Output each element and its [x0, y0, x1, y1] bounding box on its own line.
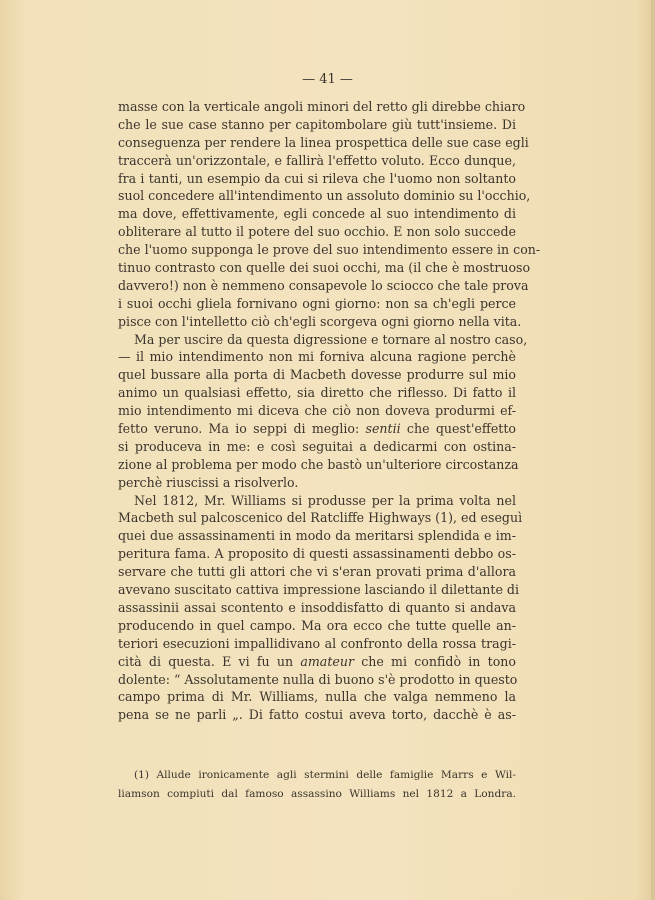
text-line	[118, 152, 516, 170]
text-segment: che quest'effetto	[400, 421, 516, 437]
text-line	[118, 617, 516, 635]
text-segment: quei due assassinamenti in modo da meritarsi splendida e im-	[118, 528, 516, 544]
text-segment: i suoi occhi gliela fornivano ogni giorno: non sa ch'egli perce	[118, 295, 516, 311]
text-line	[118, 98, 526, 116]
text-line	[118, 366, 516, 384]
text-segment: quel bussare alla porta di Macbeth dovesse produrre sul mio	[118, 367, 516, 383]
text-segment: avevano suscitato cattiva impressione lasciando il dilettante di	[118, 582, 519, 598]
text-segment: masse con la verticale angoli minori del retto gli direbbe chiaro	[118, 99, 526, 114]
text-segment: conseguenza per rendere la linea prospettica delle sue case egli	[118, 134, 529, 150]
text-segment: suol concedere all'intendimento un assoluto dominio su l'occhio,	[118, 188, 531, 204]
text-segment: perchè riuscissi a risolverlo.	[118, 474, 299, 490]
text-line	[118, 527, 516, 545]
text-segment: teriori esecuzioni impallidivano al confronto della rossa tragi-	[118, 635, 516, 651]
text-line	[118, 223, 516, 241]
text-line	[118, 295, 516, 313]
text-line	[118, 384, 516, 402]
text-line	[118, 277, 529, 295]
text-line	[118, 420, 516, 438]
text-line	[118, 116, 516, 134]
text-segment: animo un qualsiasi effetto, sia diretto che riflesso. Di fatto il	[118, 385, 516, 401]
text-segment: servare che tutti gli attori che vi s'eran provati prima d'allora	[118, 564, 516, 580]
text-line	[118, 187, 531, 205]
text-line	[118, 134, 529, 152]
text-segment: Macbeth sul palcoscenico del Ratcliffe Highways (1), ed eseguì	[118, 510, 523, 526]
text-segment: fetto veruno. Ma io seppi di meglio:	[118, 421, 366, 437]
text-segment: che l'uomo supponga le prove del suo intendimento essere in con-	[118, 242, 541, 258]
text-line	[118, 706, 516, 724]
italic-word: amateur	[300, 653, 354, 669]
text-line	[118, 509, 523, 527]
text-segment: ma dove, effettivamente, egli concede al suo intendimento di	[118, 206, 516, 222]
text-segment: dolente: “ Assolutamente nulla di buono s'è prodotto in questo	[118, 671, 518, 687]
text-line	[118, 331, 528, 349]
text-line	[118, 313, 522, 331]
text-line	[118, 688, 516, 706]
text-segment: cità di questa. E vi fu un	[118, 653, 301, 669]
text-segment: peritura fama. A proposito di questi assassinamenti debbo os-	[118, 546, 516, 562]
text-line	[118, 259, 531, 277]
text-segment: pisce con l'intelletto ciò ch'egli scorgeva ogni giorno nella vita.	[118, 313, 522, 329]
body-text	[118, 98, 541, 724]
text-segment: che mi confidò in tono	[353, 653, 516, 669]
text-segment: obliterare al tutto il potere del suo occhio. E non solo succede	[118, 224, 516, 240]
page-edge	[651, 0, 655, 900]
text-line	[118, 563, 516, 581]
page-number: — 41 —	[302, 72, 353, 87]
text-line	[118, 402, 516, 420]
text-segment: davvero!) non è nemmeno consapevole lo sciocco che tale prova	[118, 277, 529, 293]
text-line	[118, 474, 516, 492]
text-line	[118, 653, 516, 671]
text-line	[118, 438, 516, 456]
text-segment: Ma per uscire da questa digressione e tornare al nostro caso,	[134, 331, 528, 347]
text-segment: che le sue case stanno per capitombolare giù tutt'insieme. Di	[118, 116, 516, 132]
text-segment: campo prima di Mr. Williams, nulla che valga nemmeno la	[118, 689, 516, 705]
text-line	[118, 205, 516, 223]
footnote-line: liamson compiuti dal famoso assassino Williams nel 1812 a Londra.	[118, 787, 516, 800]
text-segment: pena se ne parli „. Di fatto costui aveva torto, dacchè è as-	[118, 707, 516, 723]
text-segment: mio intendimento mi diceva che ciò non doveva produrmi ef-	[118, 403, 516, 419]
text-segment: zione al problema per modo che bastò un'ulteriore circostanza	[118, 456, 519, 472]
italic-word: sentii	[365, 421, 401, 437]
text-line	[118, 492, 516, 510]
footnote-line: (1) Allude ironicamente agli stermini delle famiglie Marrs e Wil-	[134, 769, 516, 781]
text-segment: producendo in quel campo. Ma ora ecco che tutte quelle an-	[118, 617, 516, 633]
text-line	[118, 348, 516, 366]
text-line	[118, 671, 516, 689]
text-line	[118, 545, 516, 563]
text-segment: traccerà un'orizzontale, e fallirà l'effetto voluto. Ecco dunque,	[118, 152, 516, 168]
footnotes	[118, 766, 516, 803]
text-segment: assassinii assai scontento e insoddisfatto di quanto si andava	[118, 599, 516, 615]
text-segment: tinuo contrasto con quelle dei suoi occhi, ma (il che è mostruoso	[118, 260, 531, 276]
text-line	[118, 456, 519, 474]
text-segment: si produceva in me: e così seguitai a dedicarmi con ostina-	[118, 438, 516, 454]
text-line	[118, 241, 541, 259]
text-line	[118, 170, 516, 188]
text-line	[118, 635, 516, 653]
text-line	[118, 581, 519, 599]
text-segment: Nel 1812, Mr. Williams si produsse per la prima volta nel	[134, 492, 516, 508]
text-segment: — il mio intendimento non mi forniva alcuna ragione perchè	[118, 349, 516, 365]
text-line	[118, 599, 516, 617]
text-segment: fra i tanti, un esempio da cui si rileva che l'uomo non soltanto	[118, 170, 516, 186]
